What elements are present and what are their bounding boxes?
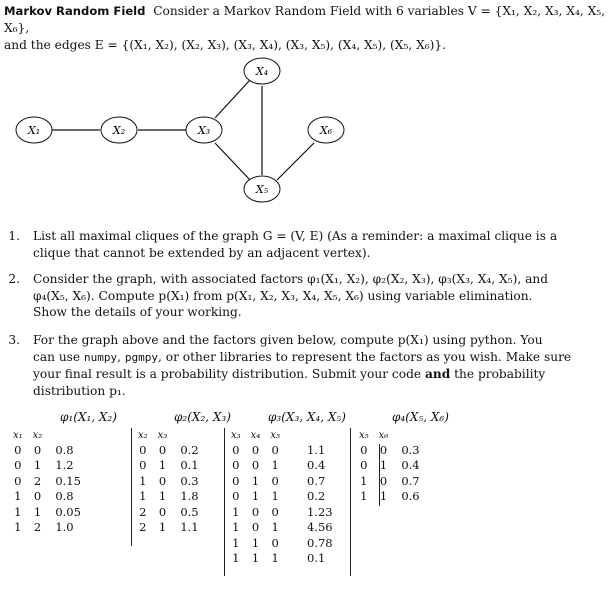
table-row: 0 0 1 0.4	[232, 458, 326, 473]
factor-1-title: φ₁(X₁, X₂)	[60, 410, 117, 424]
table-row: 1 0 1 4.56	[232, 520, 333, 535]
table-row: 1 1 1.8	[139, 489, 199, 504]
node-x6-label: X₆	[319, 124, 333, 137]
question-3-line-4: distribution p₁.	[33, 383, 126, 398]
question-1-number: 1.	[8, 229, 20, 243]
table-row: 1 1 0.05	[14, 504, 81, 519]
table-row: 0 2 0.15	[14, 473, 81, 488]
table-row: 0 1 0.4	[360, 458, 420, 473]
table-row: 1 1 0.6	[360, 489, 420, 504]
pgmpy-code: pgmpy	[124, 350, 159, 364]
mrf-graph	[0, 0, 613, 215]
table-row: 0 0 0.3	[360, 442, 420, 457]
table-row: 0 1 1.2	[14, 458, 74, 473]
node-x4	[244, 58, 280, 84]
numpy-code: numpy	[84, 350, 118, 364]
question-1-line-2: clique that cannot be extended by an adjacent vertex).	[33, 245, 371, 260]
table-row: 2 0 0.5	[139, 504, 199, 519]
table-row: 0 1 0 0.7	[232, 473, 326, 488]
intro-line-1: Consider a Markov Random Field with 6 variables V = {X₁, X₂, X₃, X₄, X₅, X₆},	[4, 4, 606, 35]
node-x6	[308, 117, 344, 143]
question-2-line-2: φ₄(X₅, X₆). Compute p(X₁) from p(X₁, X₂, X₃, X₄, X₅, X₆) using variable elimination.	[33, 288, 533, 303]
table-divider	[379, 444, 380, 506]
table-row: 1 0 0.3	[139, 473, 199, 488]
node-x3	[186, 117, 222, 143]
factor-2-title: φ₂(X₂, X₃)	[174, 410, 231, 424]
table-divider	[350, 428, 351, 576]
node-x1	[16, 117, 52, 143]
question-2-number: 2.	[8, 272, 20, 286]
question-1-line-1: List all maximal cliques of the graph G = (V, E) (As a reminder: a maximal clique is a	[33, 229, 558, 243]
factor-1-table: x₁ x₂ 0 0 0.8 0 1 1.2 0 2 0.15 1 0 0.8 1 1 0.05 1 2 1.0	[8, 428, 86, 535]
table-row: 1 2 1.0	[14, 520, 74, 535]
node-x4-label: X₄	[255, 65, 269, 78]
question-3-line-2: can use numpy, pgmpy, or other libraries to represent the factors as you wish. Make sure	[33, 349, 572, 364]
question-2-line-1: Consider the graph, with associated factors φ₁(X₁, X₂), φ₂(X₂, X₃), φ₃(X₃, X₄, X₅), and	[33, 272, 549, 286]
node-x5-label: X₅	[255, 183, 269, 196]
table-row: 0 1 0.1	[139, 458, 199, 473]
edge-x3-x5	[215, 143, 250, 180]
node-x2	[101, 117, 137, 143]
node-x5	[244, 176, 280, 202]
node-x3-label: X₃	[197, 124, 211, 137]
table-row: 1 0 0.8	[14, 489, 74, 504]
table-row: 1 1 0 0.78	[232, 535, 333, 550]
node-x2-label: X₂	[112, 124, 126, 137]
node-x1-label: X₁	[27, 124, 41, 137]
question-3-number: 3.	[8, 333, 20, 347]
table-row: 1 0 0.7	[360, 473, 420, 488]
table-row: 0 1 1 0.2	[232, 489, 326, 504]
table-row: 0 0 0.2	[139, 442, 199, 457]
factor-4-title: φ₄(X₅, X₆)	[392, 410, 449, 424]
factor-3-table: x₃ x₄ x₅ 0 0 0 1.1 0 0 1 0.4 0 1 0 0.7 0 1 1 0.2 1 0 0 1.23 1 0 1 4.56 1 1 0 0.78 1 1 1 0.1	[226, 428, 338, 566]
table-row: 1 1 1 0.1	[232, 551, 326, 566]
factor-4-table: x₅ x₆ 0 0 0.3 0 1 0.4 1 0 0.7 1 1 0.6	[354, 428, 425, 504]
table-divider	[131, 428, 132, 546]
table-row: 0 0 0 1.1	[232, 442, 326, 457]
table-divider	[224, 428, 225, 576]
edge-x3-x4	[215, 80, 250, 118]
table-row: 2 1 1.1	[139, 520, 199, 535]
table-row: 0 0 0.8	[14, 442, 74, 457]
graph-edges	[52, 80, 314, 180]
question-3-line-3: your final result is a probability distribution. Submit your code and the probability	[33, 367, 546, 381]
edge-x5-x6	[277, 143, 314, 180]
intro-line-2: and the edges E = {(X₁, X₂), (X₂, X₃), (X₃, X₄), (X₃, X₅), (X₄, X₅), (X₅, X₆)}.	[4, 38, 447, 52]
table-row: 1 0 0 1.23	[232, 504, 333, 519]
question-2-line-3: Show the details of your working.	[33, 305, 242, 319]
question-3-line-1: For the graph above and the factors given below, compute p(X₁) using python. You	[33, 333, 543, 347]
section-heading: Markov Random Field	[4, 4, 146, 18]
factor-2-table: x₂ x₃ 0 0 0.2 0 1 0.1 1 0 0.3 1 1 1.8 2 0 0.5 2 1 1.1	[133, 428, 204, 535]
factor-3-title: φ₃(X₃, X₄, X₅)	[268, 410, 346, 424]
